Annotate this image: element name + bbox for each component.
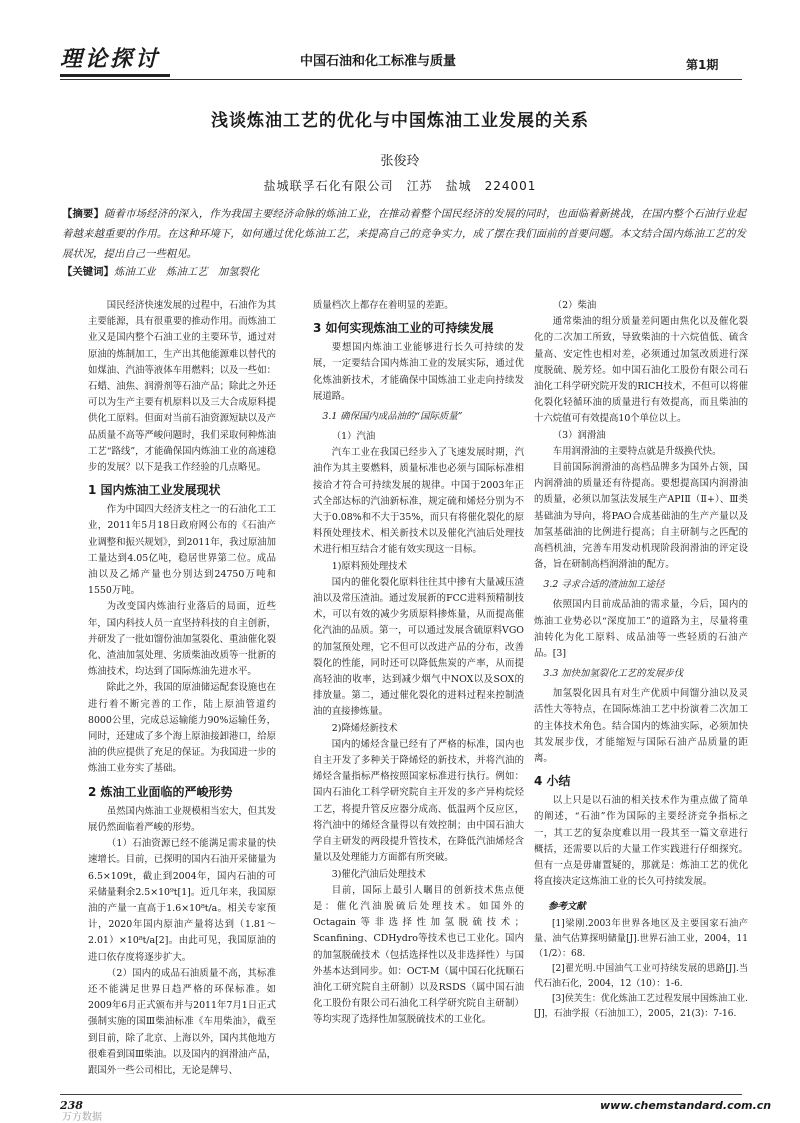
column-1	[88, 298, 276, 1079]
column-2	[313, 298, 524, 1029]
journal-name: 中国石油和化工标准与质量	[300, 54, 457, 69]
paragraph: 依照国内目前成品油的需求量，今后，国内的炼油工业势必以“深度加工”的道路为主，尽量将重油转化为化工原料、成品油等一些轻质的石油产品。[3]	[534, 599, 748, 660]
author-name: 张俊玲	[380, 154, 420, 169]
subheading: （3）润滑油	[552, 429, 606, 441]
paragraph: 国民经济快速发展的过程中，石油作为其主要能源，具有很重要的推动作用。而炼油工业又是国内整个石油工业的主要环节，通过对原油的炼制加工，生产出其他能源难以替代的如煤油、汽油等液体车用燃料；以及一些如：石蜡、油焦、润滑剂等石油产品；除此之外还可以为生产主要有机原料以及三大合成原料提供化工原料。但面对当前石油资源短缺以及产品质量不高等严峻问题时，我们采取何种炼油工艺“路线”，才能确保国内炼油工业的高速稳步的发展？以下是我工作经验的几点略见。	[88, 300, 276, 474]
paragraph: 国内的催化裂化原料往往其中掺有大量减压渣油以及常压渣油。通过发展新的FCC进料预精制技术，可以有效的减少劣质原料掺炼量，从而提高催化汽油的品质。第一，可以通过发展含硫原料VGO的加氢预处理，它不但可以改进产品的分布，改善裂化的性能，同时还可以降低焦炭的产率，从而提高轻油的收率，达到减少烟气中NOX以及SOX的排放量。第二，通过催化裂化的进料过程来控制渣油的直接掺炼量。	[313, 576, 524, 718]
paragraph: 作为中国四大经济支柱之一的石油化工工业，2011年5月18日政府网公布的《石油产业调整和振兴规划》，到2011年，我过原油加工量达到4.05亿吨，稳居世界第二位。成品油以及乙烯产量也分别达到24750万吨和1550万吨。	[88, 504, 276, 597]
paragraph: （2）国内的成品石油质量不高，其标准还不能满足世界日趋严格的环保标准。如2009年6月正式颁布并与2011年7月1日正式强制实施的国Ⅲ柴油标准《车用柴油》，截至到目前，除了北京、上海以外，国内其他地方很难看到国Ⅲ柴油。以及国内的润滑油产品，跟国外一些公司相比，无论是牌号、	[88, 967, 276, 1076]
paragraph: 目前，国际上最引人瞩目的创新技术焦点便是：催化汽油脱硫后处理技术。如国外的Octagain等非选择性加氢脱硫技术；Scanfining、CDHydro等技术也已工业化。国内的加氢脱硫技术（包括选择性以及非选择性）与国外基本达到同步。如：OCT-M（属中国石化抚顺石油化工研究院自主研制）以及RSDS（属中国石油化工股份有限公司石油化工科学研究院自主研制）等均实现了选择性加氢脱硫技术的工业化。	[313, 884, 524, 1026]
header-rule	[60, 79, 742, 80]
subheading: 3)催化汽油后处理技术	[331, 868, 426, 880]
journal-url: www.chemstandard.com.cn	[600, 1099, 772, 1112]
paragraph: 目前国际润滑油的高档品牌多为国外占领，国内润滑油的质量还有待提高。要想提高国内润滑油的质量，必须以加氢法发展生产APIⅡ（Ⅱ+）、Ⅲ类基础油为导向，将PAO合成基础油的生产产量以及加氢基础油的比例进行提高；自主研制与之匹配的高档机油，完善车用发动机现阶段润滑油的评定设备，旨在研制高档润滑油的配方。	[534, 462, 748, 571]
reference-item: [3]侯芙生：优化炼油工艺过程发展中国炼油工业.[J]，石油学报（石油加工），2005，21(3)：7-16.	[534, 993, 748, 1019]
subsection-heading-3-1: 3.1 确保国内成品油的“国际质量”	[322, 411, 463, 423]
paragraph: 以上只是以石油的相关技术作为重点做了简单的阐述，“石油”作为国际的主要经济竞争指标之一，其工艺的复杂度难以用一段其至一篇文章进行概括，还需要以后的大量工作实践进行仔细探究。但有一点是毋庸置疑的，那就是：炼油工艺的优化将直接决定这炼油工业的长久可持续发展。	[534, 795, 748, 888]
paragraph: 车用润滑油的主要特点就是升级换代快。	[552, 445, 722, 457]
issue-number: 第1期	[686, 58, 719, 72]
section-heading-4: 4 小结	[534, 774, 571, 789]
paragraph: 国内的烯烃含量已经有了严格的标准，国内也自主开发了多种关于降烯烃的新技术，并将汽油的烯烃含量指标严格按照国家标准进行执行。例如：国内石油化工科学研究院自主开发的多产异构烷烃工艺，将提升管反应器分成高、低温两个反应区，将汽油中的烯烃含量得以有效控制；由中国石油大学自主研发的两段提升管技术，在降低汽油烯烃含量以及处理能力方面都有所突破。	[313, 738, 524, 864]
abstract-text: 随着市场经济的深入，作为我国主要经济命脉的炼油工业，在推动着整个国民经济的发展的同时，也面临着新挑战，在国内整个石油行业起着越来越重要的作用。在这种环境下，如何通过优化炼油工艺，来提高自己的竞争实力，成了摆在我们面前的首要问题。本文结合国内炼油工艺的发展状况，提出自己一些粗见。	[62, 208, 747, 260]
paragraph: 汽车工业在我国已经步入了飞速发展时期，汽油作为其主要燃料，质量标准也必须与国际标准相接洽才符合可持续发展的规律。中国于2003年正式全部达标的汽油新标准，规定硫和烯烃分别为不大于0.08%和不大于35%，而只有将催化裂化的原料预处理技术、相关新技术以及催化汽油后处理技术进行相互结合才能有效实现这一目标。	[313, 447, 524, 556]
paragraph: 通常柴油的组分质量差问题由焦化以及催化裂化的二次加工所致，导致柴油的十六烷值低、硫含量高、安定性也相对差，必须通过加氢改质进行深度脱硫、脱芳烃。如中国石油化工股份有限公司石油化工科学研究院开发的RICH技术，不但可以将催化裂化轻循环油的质量进行有效提高，而且柴油的十六烷值可有效提高10个单位以上。	[534, 316, 748, 425]
subsection-heading-3-3: 3.3 加快加氢裂化工艺的发展步伐	[543, 668, 684, 680]
column-3	[534, 298, 748, 1022]
reference-item: [1]梁刚.2003年世界各地区及主要国家石油产量、油气估算探明储量[J].世界石油工业，2004，11（1/2）：68.	[534, 918, 748, 959]
affiliation: 盐城联孚石化有限公司 江苏 盐城 224001	[263, 179, 537, 193]
keywords	[62, 263, 746, 281]
watermark: 万方数据	[62, 1112, 102, 1123]
section-heading-2: 2 炼油工业面临的严峻形势	[88, 784, 233, 799]
abstract-label: 【摘要】	[62, 208, 105, 220]
subheading: （1）汽油	[331, 431, 376, 443]
keywords-text: 炼油工业 炼油工艺 加氢裂化	[113, 266, 260, 278]
paragraph: 加氢裂化因具有对生产优质中间馏分油以及灵活性大等特点，在国际炼油工艺中扮演着二次加工的主体技术角色。结合国内的炼油实际，必须加快其发展步伐，才能缩短与国际石油产品质量的距离。	[534, 688, 748, 765]
running-header	[0, 38, 800, 80]
page-number: 238	[60, 1099, 83, 1112]
subheading: （2）柴油	[552, 300, 597, 311]
logo-underline	[60, 74, 170, 77]
paragraph: 虽然国内炼油工业规模相当宏大，但其发展仍然面临着严峻的形势。	[88, 805, 276, 833]
paragraph: （1）石油资源已经不能满足需求量的快速增长。目前，已探明的国内石油开采储量为6.5×109t，截止到2004年，国内石油的可采储量剩余2.5×10⁹t[1]。近几年来，我国原油的产量一直高于1.6×10⁸t/a。相关专家预计，2020年国内原油产量将达到（1.81～2.01）×10⁸t/a[2]。由此可见，我国原油的进口依存度将逐步扩大。	[88, 838, 276, 963]
keywords-label: 【关键词】	[62, 266, 114, 278]
section-heading-1: 1 国内炼油工业发展现状	[88, 483, 221, 498]
subsection-heading-3-2: 3.2 寻求合适的渣油加工途径	[543, 579, 665, 591]
section-heading-3: 3 如何实现炼油工业的可持续发展	[313, 321, 494, 336]
reference-item: [2]翟光明.中国油气工业可持续发展的思路[J].当代石油石化，2004，12（10）：1-6.	[534, 963, 748, 989]
paragraph: 质量档次上都存在着明显的差距。	[313, 300, 454, 311]
paragraph: 要想国内炼油工业能够进行长久可持续的发展，一定要结合国内炼油工业的发展实际，通过优化炼油新技术，才能确保中国炼油工业走向持续发展道路。	[313, 342, 524, 402]
references-heading: 参考文献	[548, 900, 586, 912]
paragraph: 为改变国内炼油行业落后的局面，近些年，国内科技人员一直坚持科技的自主创新，并研发了一批如馏份油加氢裂化、重油催化裂化、渣油加氢处理、劣质柴油改质等一批新的炼油技术，均达到了国际炼油先进水平。	[88, 601, 276, 678]
paragraph: 除此之外，我国的原油储运配套设施也在进行着不断完善的工作，陆上原油管道约8000公里，完成总运输能力90%运输任务，同时，还建成了多个海上原油接卸港口，给原油的供应提供了充足的保证。为我国进一步的炼油工业夯实了基础。	[88, 682, 276, 775]
abstract	[62, 204, 746, 264]
section-logo: 理论探讨	[60, 46, 161, 72]
subheading: 2)降烯烃新技术	[331, 722, 398, 734]
subheading: 1)原料预处理技术	[331, 560, 408, 572]
article-title: 浅谈炼油工艺的优化与中国炼油工业发展的关系	[211, 111, 589, 131]
footer-rule	[60, 1094, 742, 1095]
